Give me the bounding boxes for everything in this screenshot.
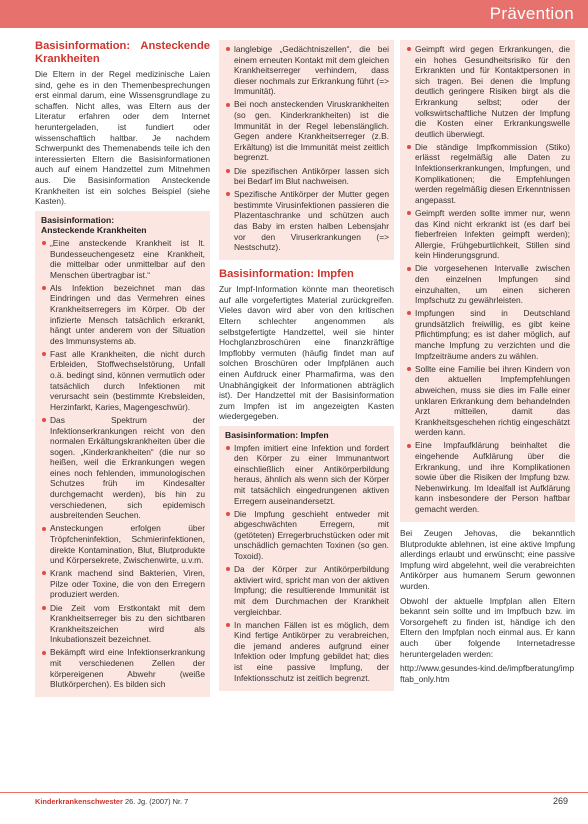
list-item: Eine Impfaufklärung beinhaltet die eingehende Aufklärung über die Erkrankung, und ihre Komplikationen sowie über die Risiken der Impfung bzw. Nebenwirkung. Im Idealfall ist Aufklärung kann insbesondere der Person haftbar gemacht werden. xyxy=(406,440,570,514)
column-1 xyxy=(35,40,210,697)
list-item: Bei noch ansteckenden Viruskrankheiten (so gen. Kinderkrankheiten) ist die Immunität in der Regel lebenslänglich. Gegen andere Krankheitserreger (z.B. Erkältung) ist die Immunität meist zeitlich begrenzt. xyxy=(225,99,389,163)
list-item: Impfungen sind in Deutschland grundsätzlich freiwillig, es gibt keine Pflichtimpfung; es ist daher möglich, auf manche Impfung zu verzichten und die Impfzeiträume anders zu wählen. xyxy=(406,308,570,361)
bullet-list-continued xyxy=(225,44,389,253)
bullet-list-ansteckende xyxy=(41,238,205,690)
info-box-ansteckende xyxy=(35,211,210,698)
page-footer xyxy=(0,794,588,812)
list-item: Die Impfung geschieht entweder mit abgeschwächten Erregern, mit (getöteten) Erregerbruchstücken oder mit unschädlich gemachten Toxinen (so gen. Toxoid). xyxy=(225,509,389,562)
info-box-header xyxy=(41,215,205,236)
list-item: In manchen Fällen ist es möglich, dem Kind fertige Antikörper zu verabreichen, die jemand anderes aufgrund einer Infektion oder Impfung gebildet hat; dies ist eine passive Impfung, der Infektionsschutz ist zeitlich begrenzt. xyxy=(225,620,389,684)
footer-source xyxy=(35,797,188,806)
list-item: Die spezifischen Antikörper lassen sich bei Bedarf im Blut nachweisen. xyxy=(225,166,389,187)
section-header-bar xyxy=(0,0,588,28)
list-item: Fast alle Krankheiten, die nicht durch Erbleiden, Stoffwechselstörung, Unfall o.ä. bedingt sind, können vermutlich oder tatsächlich durch Infektionen mit verursacht sein (bestimmte Krebsleiden, Herzinfarkt, Karies, Magengeschwür). xyxy=(41,349,205,413)
list-item: Die Zeit vom Erstkontakt mit dem Krankheitserreger bis zu den sichtbaren Krankheitszeichen wird als Inkubationszeit bezeichnet. xyxy=(41,603,205,645)
info-box-impfen-title: Basisinformation: Impfen xyxy=(225,430,329,440)
journal-name: Kinderkrankenschwester xyxy=(35,797,123,806)
list-item: Ansteckungen erfolgen über Tröpfcheninfektion, Schmierinfektionen, direkte Kontamination, Blut, Blutprodukte und Körpersekrete, Zwischenwirte, u.v.m. xyxy=(41,523,205,565)
journal-issue: 26. Jg. (2007) Nr. 7 xyxy=(124,797,189,806)
heading-ansteckende: Basisinformation: Ansteckende Krankheiten xyxy=(35,40,210,65)
list-item: Das Spektrum der Infektionserkrankungen reicht von den normalen Erkältungskrankheiten über die sogen. „Kinderkrankheiten“ (die nur so heißen, weil die Erkrankungen wegen eines noch fehlenden, immunologischen Schutzes früh im Kindesalter durchgemacht werden), bis hin zu verschiedenen, sich epidemisch ausbreitenden Seuchen. xyxy=(41,415,205,521)
section-title: Prävention xyxy=(489,4,574,23)
footer-rule xyxy=(0,792,588,793)
intro-paragraph-2: Zur Impf-Information könnte man theoretisch auf alle vorgefertigtes Material zurückgreifen. Vieles davon wird aber von den kritischen Eltern schlechter angenommen als selbstgefertigte Handzettel, weil sie hinter Hochglanzbroschüren eine finanzkräftige Impflobby vermuten (häufig findet man auf solchen Broschüren oder Impfplänen auch einen Aufdruck einer Pharmafirma, was den Unabhängigkeit der Informationen abträglich ist). Der Handzettel mit der Basisinformation zum Impfen ist im angezeigten Kasten wiedergegeben. xyxy=(219,284,394,422)
list-item: langlebige „Gedächtniszellen“, die bei einem erneuten Kontakt mit dem gleichen Krankheitserreger verhindern, dass dieser nochmals zur Erkrankung führt (=> Immunität). xyxy=(225,44,389,97)
info-box-impfen xyxy=(219,426,394,691)
list-item: Spezifische Antikörper der Mutter gegen bestimmte Virusinfektionen passieren die Plazentaschranke und schützen auch das Baby im ersten halben Lebensjahr vor den Viruserkrankungen (=> Nestschutz). xyxy=(225,189,389,253)
paragraph-zeugen-jehovas: Bei Zeugen Jehovas, die bekanntlich Blutprodukte ablehnen, ist eine aktive Impfung allerdings erlaubt und erwünscht; eine passive Impfung wird abgelehnt, weil die verabreichten Antikörper aus humanem Serum gewonnen wurden. xyxy=(400,528,575,591)
heading-impfen: Basisinformation: Impfen xyxy=(219,268,354,281)
list-item: Als Infektion bezeichnet man das Eindringen und das Vermehren eines Krankheitserregers im Körper. Ob der infizierte Mensch tatsächlich erkrankt, hängt unter anderem von der Situation des Immunsystems ab. xyxy=(41,283,205,347)
list-item: Geimpft wird gegen Erkrankungen, die ein hohes Gesundheitsrisiko für den Erkrankten und für Kontaktpersonen in sich tragen. Bei denen die Impfung deutlich geringere Risiken birgt als die Erkrankung selbst; oder der volkswirtschaftliche Nutzen der Impfung die Kosten einer Erkrankungswelle deutlich überwiegt. xyxy=(406,44,570,139)
bullet-list-impfen xyxy=(225,443,389,684)
list-item: Die ständige Impfkommission (Stiko) erlässt regelmäßig alle Daten zu Infektionserkrankungen, Impfungen, und Komplikationen; die Empfehlungen werden regelmäßig diesen Erkenntnissen angepasst. xyxy=(406,142,570,206)
list-item: Krank machend sind Bakterien, Viren, Pilze oder Toxine, die von den Erregern produziert werden. xyxy=(41,568,205,600)
column-2 xyxy=(219,40,394,691)
list-item: Sollte eine Familie bei ihren Kindern von den aktuellen Impfempfehlungen abweichen, muss sie dies im Falle einer unklaren Erkrankung dem behandelnden Arzt mitteilen, damit das Krankheitsgeschehen richtig eingeschätzt werden kann. xyxy=(406,364,570,438)
page-number: 269 xyxy=(552,796,568,806)
list-item: Die vorgesehenen Intervalle zwischen den einzelnen Impfungen sind einzuhalten, um einen sicheren Impfschutz zu gewährleisten. xyxy=(406,263,570,305)
info-box-impfen-continued xyxy=(400,40,575,522)
bullet-list-impfen-continued xyxy=(406,44,570,515)
paragraph-impfplan: Obwohl der aktuelle Impfplan allen Eltern bekannt sein sollte und im Impfbuch bzw. im Vorsorgeheft zu finden ist, händige ich den Eltern den Impfplan noch einmal aus. Er kann auch über folgende Internetadresse heruntergeladen werden: xyxy=(400,595,575,659)
intro-paragraph-1: Die Eltern in der Regel medizinische Laien sind, gehe es in den Themenbesprechungen erst einmal darum, eine Wissensgrundlage zu schaffen. Nicht alles, was Eltern aus der Literatur erfahren oder dem Internet heruntergeladen, ist fundiert oder wissenschaftlich haltbar. Je nachdem Schwerpunkt des Themenabends teile ich den interessierten Eltern die Basisinformationen auch auf einem Handzettel zum Mitnehmen aus. Die Basisinformation Ansteckende Krankheiten ist ein solches Beispiel (siehe Kasten). xyxy=(35,69,210,207)
info-box-subtitle: Ansteckende Krankheiten xyxy=(41,225,147,236)
list-item: Geimpft werden sollte immer nur, wenn das Kind nicht erkrankt ist (es darf bei fieberfreien Infekten geimpft werden); Allergie, Frühgeburtlichkeit, Stillen sind kein Hinderungsgrund. xyxy=(406,208,570,261)
list-item: Impfen imitiert eine Infektion und fordert den Körper zu einer Immunantwort einschließlich einer Antikörperbildung heraus, ähnlich als wenn sich der Körper mit tatsächlich eingedrungenen aktiven Erregern auseinandersetzt. xyxy=(225,443,389,507)
info-box-title: Basisinformation: xyxy=(41,214,115,225)
list-item: „Eine ansteckende Krankheit ist lt. Bundesseuchengesetz eine Krankheit, die mittelbar oder unmittelbar auf den Menschen übertragbar ist.“ xyxy=(41,238,205,280)
list-item: Bekämpft wird eine Infektionserkrankung mit verschiedenen Zellen der körpereigenen Abwehr (weiße Blutkörperchen). Es bilden sich xyxy=(41,647,205,689)
info-box-ansteckende-continued xyxy=(219,40,394,260)
column-3 xyxy=(400,40,575,688)
impfplan-link[interactable]: http://www.gesundes-kind.de/impfberatung/impftab_only.htm xyxy=(400,663,575,684)
list-item: Da der Körper zur Antikörperbildung aktiviert wird, spricht man von der aktiven Impfung; die resultierende Immunität ist mit dem Durchmachen der Krankheit vergleichbar. xyxy=(225,564,389,617)
